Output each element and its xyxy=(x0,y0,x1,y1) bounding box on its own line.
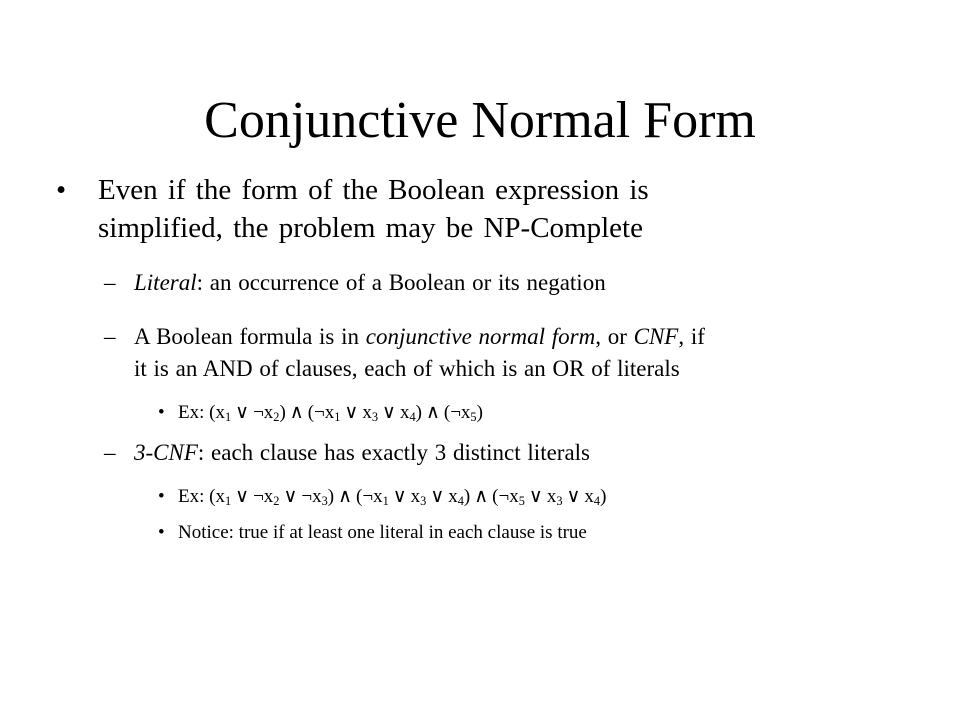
variable: $x_4$ xyxy=(448,486,464,509)
cnf-example xyxy=(178,400,483,426)
or-operator: ∨ xyxy=(283,486,298,507)
sub-bullet-marker: • xyxy=(158,402,165,423)
three-cnf-term: 3-CNF xyxy=(134,440,198,465)
variable: $x_3$ xyxy=(410,486,427,509)
variable: $x_1$ xyxy=(373,486,389,509)
literal-term: Literal xyxy=(134,270,197,295)
variable: $x_4$ xyxy=(399,402,416,425)
cnf-definition-line-2: it is an AND of clauses, each of which is an OR of literals xyxy=(134,356,680,381)
three-cnf-example-expression: ($x_1$ ∨ $\neg x_2$ ∨ $\neg x_3$) ∧ ($\neg x_1$ ∨ $x_3$ ∨ $x_4$) ∧ ($\neg x_5$ ∨ $x_3$ ∨ $x_4$) xyxy=(209,486,607,509)
variable: $x_5$ xyxy=(509,486,525,509)
variable: $x_2$ xyxy=(263,486,280,509)
variable: $x_1$ xyxy=(215,486,232,509)
or-operator: ∨ xyxy=(392,486,407,507)
variable: $x_1$ xyxy=(215,402,232,425)
variable: $x_3$ xyxy=(312,486,328,509)
or-operator: ∨ xyxy=(235,402,250,423)
dash-marker: – xyxy=(104,324,116,349)
three-cnf-definition xyxy=(134,438,590,468)
variable: $x_1$ xyxy=(324,402,341,425)
and-operator: ∧ xyxy=(338,486,353,507)
main-point-line-2: simplified, the problem may be NP-Complete xyxy=(98,212,643,244)
cnf-def-abbrev: CNF xyxy=(633,324,679,349)
variable: $x_5$ xyxy=(460,402,477,425)
and-operator: ∧ xyxy=(425,402,440,423)
literal-definition xyxy=(134,268,606,298)
three-cnf-example xyxy=(178,484,606,510)
cnf-example-expression: ($x_1$ ∨ $\neg x_2$) ∧ ($\neg x_1$ ∨ $x_3$ ∨ $x_4$) ∧ $(\neg x_5)$ xyxy=(209,402,483,425)
or-operator: ∨ xyxy=(430,486,445,507)
variable: $x_4$ xyxy=(584,486,601,509)
cnf-def-part-a: A Boolean formula is in xyxy=(134,324,366,349)
main-point-line-1: Even if the form of the Boolean expression is xyxy=(98,174,649,206)
variable: $x_3$ xyxy=(362,402,379,425)
and-operator: ∧ xyxy=(474,486,489,507)
cnf-example-prefix: Ex: xyxy=(178,402,210,423)
or-operator: ∨ xyxy=(344,402,359,423)
dash-marker: – xyxy=(104,440,116,465)
or-operator: ∨ xyxy=(528,486,543,507)
cnf-definition-line-1 xyxy=(134,322,705,352)
literal-rest: : an occurrence of a Boolean or its negation xyxy=(196,270,606,295)
cnf-def-term: conjunctive normal form xyxy=(365,324,596,349)
sub-bullet-marker: • xyxy=(158,522,165,543)
and-operator: ∧ xyxy=(289,402,304,423)
sub-bullet-marker: • xyxy=(158,486,165,507)
or-operator: ∨ xyxy=(382,402,396,423)
cnf-def-part-c: , if xyxy=(678,324,705,349)
or-operator: ∨ xyxy=(235,486,250,507)
or-operator: ∨ xyxy=(566,486,581,507)
cnf-def-part-b: , or xyxy=(595,324,634,349)
three-cnf-rest: : each clause has exactly 3 distinct literals xyxy=(197,440,590,465)
variable: $x_2$ xyxy=(263,402,280,425)
variable: $x_3$ xyxy=(546,486,563,509)
dash-marker: – xyxy=(104,270,116,295)
notice-text: Notice: true if at least one literal in each clause is true xyxy=(178,522,587,543)
bullet-marker: • xyxy=(56,174,67,206)
slide-title: Conjunctive Normal Form xyxy=(204,92,756,149)
three-cnf-example-prefix: Ex: xyxy=(178,486,210,507)
